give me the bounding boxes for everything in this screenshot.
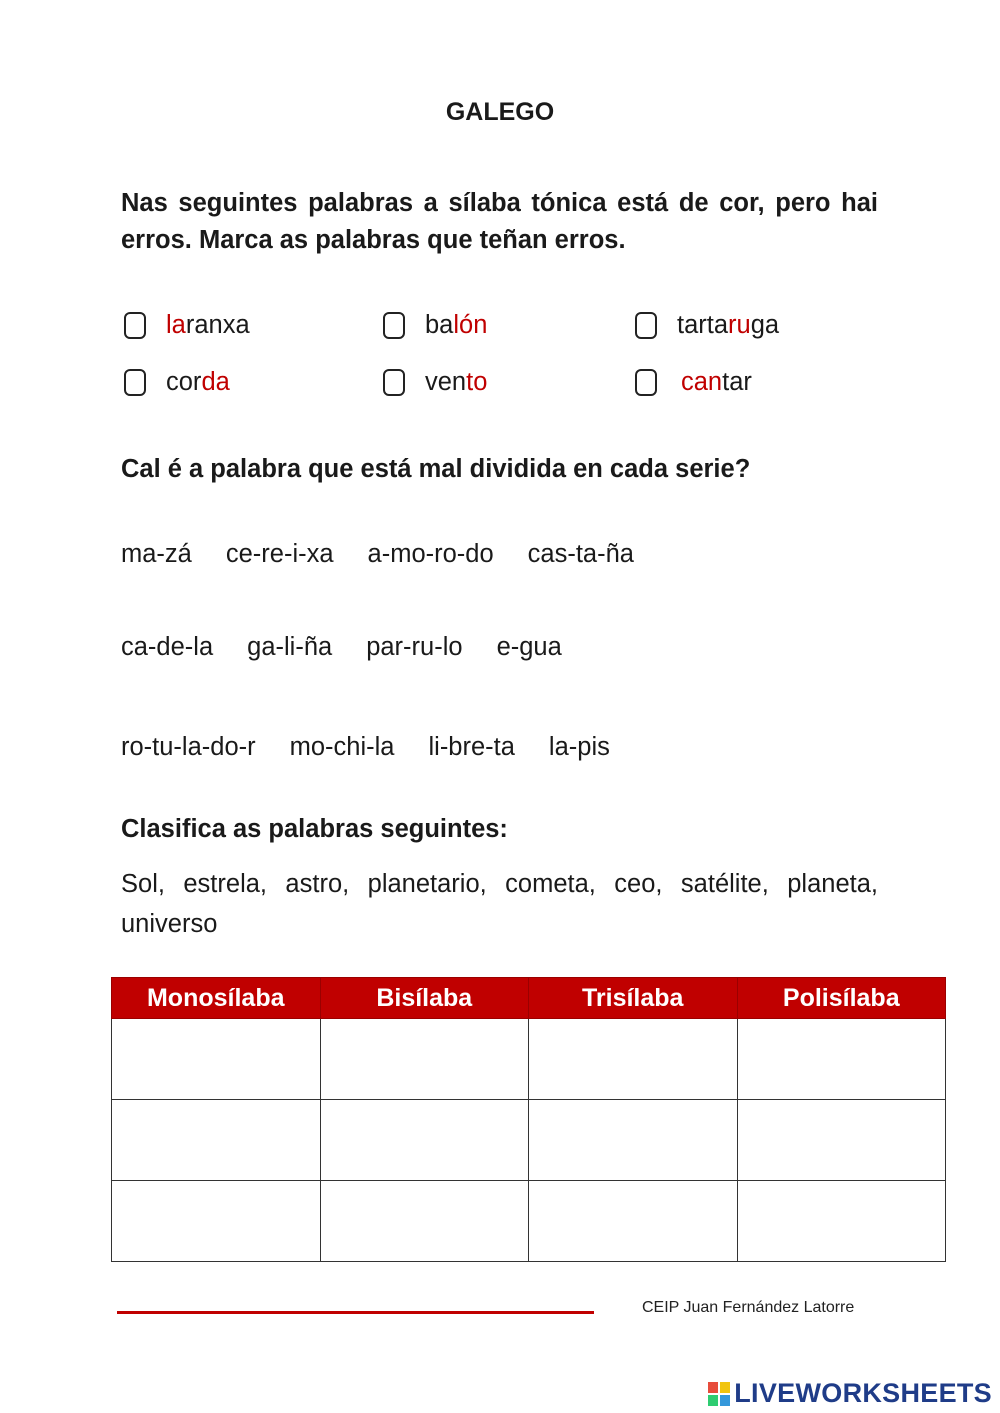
word-part: cor bbox=[166, 368, 202, 396]
series-word: cas-ta-ña bbox=[527, 540, 634, 568]
exercise3-instruction: Clasifica as palabras seguintes: bbox=[121, 815, 508, 843]
tonic-syllable: la bbox=[166, 311, 186, 339]
exercise2-instruction: Cal é a palabra que está mal dividida en cada serie? bbox=[121, 455, 751, 483]
table-row bbox=[112, 1181, 946, 1262]
series-word: li-bre-ta bbox=[428, 733, 515, 761]
header-polisilaba: Polisílaba bbox=[737, 978, 946, 1019]
exercise1-instruction: Nas seguintes palabras a sílaba tónica está de cor, pero hai erros. Marca as palabras que teñan erros. bbox=[121, 189, 878, 254]
checkbox-item[interactable] bbox=[124, 310, 250, 340]
answer-cell[interactable] bbox=[529, 1181, 738, 1262]
checkbox-item[interactable] bbox=[635, 367, 752, 397]
table-row bbox=[112, 1100, 946, 1181]
logo-text: LIVEWORKSHEETS bbox=[734, 1378, 992, 1408]
checkbox-item[interactable] bbox=[124, 367, 230, 397]
answer-cell[interactable] bbox=[112, 1019, 321, 1100]
liveworksheets-logo bbox=[708, 1378, 992, 1409]
tonic-syllable: lón bbox=[453, 311, 488, 339]
word-laranxa bbox=[166, 310, 250, 340]
word-part: ven bbox=[425, 368, 467, 396]
series-2 bbox=[121, 633, 596, 662]
series-word: ce-re-i-xa bbox=[225, 540, 334, 568]
answer-cell[interactable] bbox=[112, 1100, 321, 1181]
answer-cell[interactable] bbox=[529, 1019, 738, 1100]
word-cantar bbox=[681, 367, 752, 397]
liveworksheets-logo-icon bbox=[708, 1382, 730, 1406]
answer-cell[interactable] bbox=[737, 1019, 946, 1100]
word-part: tar bbox=[722, 368, 752, 396]
series-word: ga-li-ña bbox=[247, 633, 333, 661]
word-balon bbox=[425, 310, 487, 340]
answer-cell[interactable] bbox=[320, 1181, 529, 1262]
answer-cell[interactable] bbox=[737, 1181, 946, 1262]
words-to-classify: Sol, estrela, astro, planetario, cometa, ceo, satélite, planeta, universo bbox=[121, 870, 878, 938]
classification-table bbox=[111, 977, 946, 1262]
word-tartaruga bbox=[677, 310, 779, 340]
school-name: CEIP Juan Fernández Latorre bbox=[642, 1299, 855, 1316]
word-corda bbox=[166, 367, 230, 397]
header-bisilaba: Bisílaba bbox=[320, 978, 529, 1019]
footer-divider bbox=[117, 1311, 594, 1314]
page-title: GALEGO bbox=[445, 98, 555, 126]
checkbox[interactable] bbox=[124, 312, 146, 339]
series-word: ma-zá bbox=[121, 540, 192, 568]
checkbox[interactable] bbox=[383, 312, 405, 339]
header-trisilaba: Trisílaba bbox=[529, 978, 738, 1019]
answer-cell[interactable] bbox=[737, 1100, 946, 1181]
word-vento bbox=[425, 367, 487, 397]
tonic-syllable: to bbox=[466, 368, 488, 396]
word-part: tarta bbox=[677, 311, 729, 339]
tonic-syllable: da bbox=[201, 368, 230, 396]
series-word: ro-tu-la-do-r bbox=[121, 733, 256, 761]
answer-cell[interactable] bbox=[529, 1100, 738, 1181]
answer-cell[interactable] bbox=[320, 1100, 529, 1181]
answer-cell[interactable] bbox=[112, 1181, 321, 1262]
series-word: par-ru-lo bbox=[366, 633, 463, 661]
word-part: ba bbox=[425, 311, 454, 339]
checkbox[interactable] bbox=[635, 312, 657, 339]
tonic-syllable: can bbox=[681, 368, 723, 396]
header-monosilaba: Monosílaba bbox=[112, 978, 321, 1019]
checkbox[interactable] bbox=[383, 369, 405, 396]
word-part: ga bbox=[750, 311, 780, 339]
series-3 bbox=[121, 733, 644, 762]
table-row bbox=[112, 1019, 946, 1100]
series-word: ca-de-la bbox=[121, 633, 214, 661]
series-1 bbox=[121, 540, 668, 569]
checkbox-item[interactable] bbox=[635, 310, 779, 340]
series-word: mo-chi-la bbox=[289, 733, 395, 761]
tonic-syllable: ru bbox=[728, 311, 751, 339]
checkbox[interactable] bbox=[124, 369, 146, 396]
series-word: la-pis bbox=[548, 733, 610, 761]
checkbox-item[interactable] bbox=[383, 367, 487, 397]
checkbox-item[interactable] bbox=[383, 310, 487, 340]
checkbox[interactable] bbox=[635, 369, 657, 396]
answer-cell[interactable] bbox=[320, 1019, 529, 1100]
series-word: a-mo-ro-do bbox=[367, 540, 494, 568]
word-part: ranxa bbox=[185, 311, 250, 339]
series-word: e-gua bbox=[496, 633, 562, 661]
